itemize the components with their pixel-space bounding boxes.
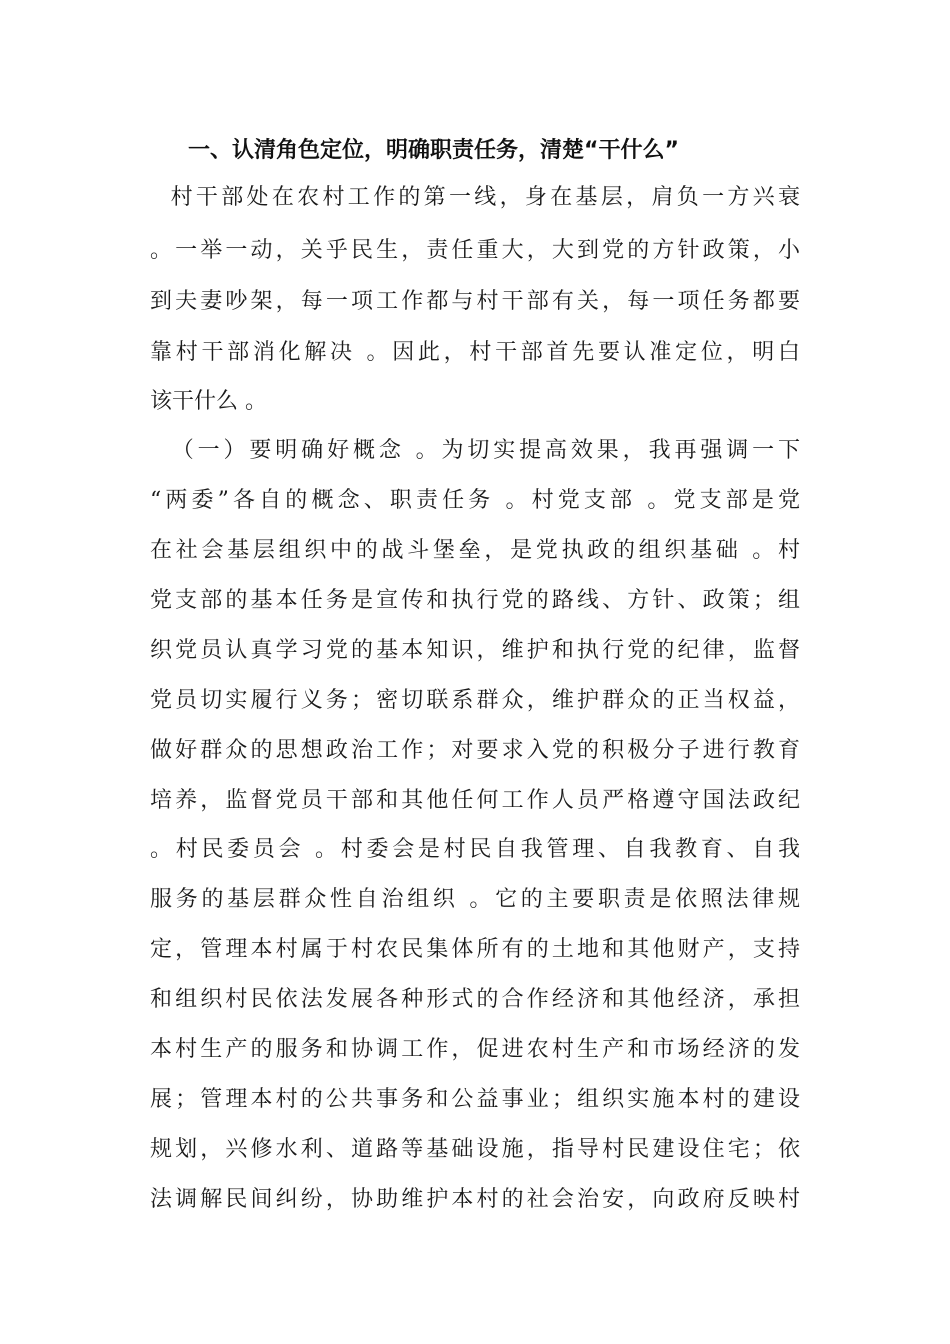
paragraph-line: 在社会基层组织中的战斗堡垒，是党执政的组织基础 。村 [150, 538, 800, 563]
paragraph-line: 该干什么 。 [150, 389, 267, 414]
section-heading: 一、认清角色定位，明确职责任务，清楚“干什么” [188, 138, 679, 163]
paragraph-line: （一）要明确好概念 。为切实提高效果，我再强调一下 [150, 438, 800, 463]
paragraph-line: 党员切实履行义务；密切联系群众，维护群众的正当权益， [150, 688, 800, 713]
paragraph-line: 服务的基层群众性自治组织 。它的主要职责是依照法律规 [150, 887, 800, 912]
paragraph-line: 培养，监督党员干部和其他任何工作人员严格遵守国法政纪 [150, 788, 800, 813]
paragraph-line: 和组织村民依法发展各种形式的合作经济和其他经济，承担 [150, 987, 800, 1012]
paragraph-line: 党支部的基本任务是宣传和执行党的路线、方针、政策；组 [150, 588, 800, 613]
paragraph-line: 。村民委员会 。村委会是村民自我管理、自我教育、自我 [150, 837, 800, 862]
paragraph-line: 村干部处在农村工作的第一线，身在基层，肩负一方兴衰 [150, 185, 800, 210]
paragraph-line: 靠村干部消化解决 。因此，村干部首先要认准定位，明白 [150, 340, 800, 365]
paragraph-line: 规划，兴修水利、道路等基础设施，指导村民建设住宅；依 [150, 1137, 800, 1162]
paragraph-line: 法调解民间纠纷，协助维护本村的社会治安，向政府反映村 [150, 1187, 800, 1212]
paragraph-line: “两委”各自的概念、职责任务 。村党支部 。党支部是党 [150, 488, 800, 513]
paragraph-line: 织党员认真学习党的基本知识，维护和执行党的纪律，监督 [150, 638, 800, 663]
paragraph-line: 本村生产的服务和协调工作，促进农村生产和市场经济的发 [150, 1037, 800, 1062]
paragraph-line: 到夫妻吵架，每一项工作都与村干部有关，每一项任务都要 [150, 289, 800, 314]
paragraph-line: 定，管理本村属于村农民集体所有的土地和其他财产，支持 [150, 937, 800, 962]
paragraph-line: 做好群众的思想政治工作；对要求入党的积极分子进行教育 [150, 738, 800, 763]
paragraph-line: 展；管理本村的公共事务和公益事业；组织实施本村的建设 [150, 1087, 800, 1112]
paragraph-line: 。一举一动，关乎民生，责任重大，大到党的方针政策，小 [150, 238, 800, 263]
